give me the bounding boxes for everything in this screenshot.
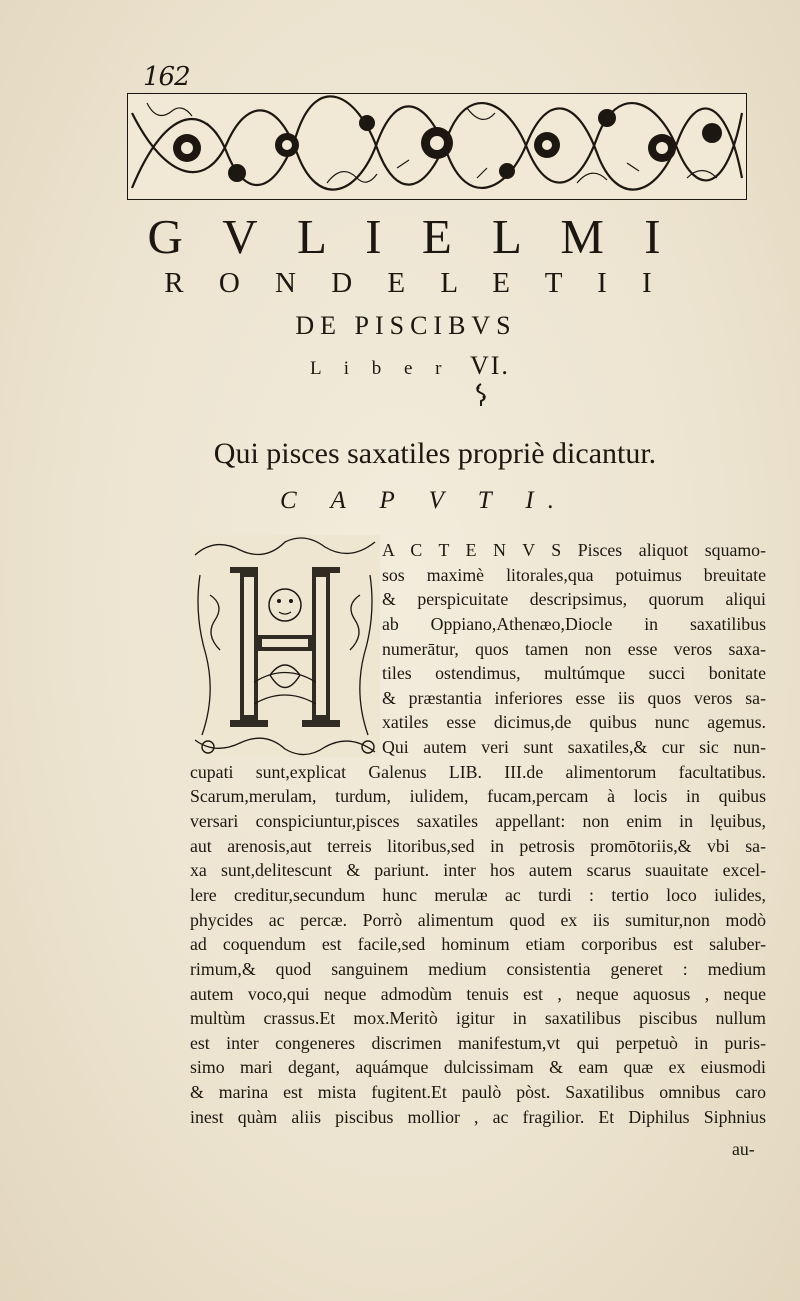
body-line: numerātur, quos tamen non esse veros saxa- [382, 638, 766, 659]
title-author-first: G V L I E L M I [147, 209, 675, 264]
body-line: xa sunt,delitescunt & pariunt. inter hos autem scarus suauitate excel- [190, 860, 766, 881]
body-line: autem voco,qui neque admodùm tenuis est , neque aquosus , neque [190, 983, 766, 1004]
body-line: aut arenosis,aut terreis litoribus,sed in petrosis promōtoriis,& vbi sa- [190, 835, 766, 856]
body-line: A C T E N V S Pisces aliquot squamo- [382, 540, 766, 560]
title-book-number: VI. [470, 351, 510, 380]
body-line: Scarum,merulam, turdum, iulidem, fucam,percam à locis in quibus [190, 786, 766, 807]
body-line: tiles ostendimus, multúmque succi bonitate [382, 663, 766, 684]
ornamental-headpiece-icon [127, 93, 747, 200]
title-book [0, 351, 800, 381]
body-line: phycides ac percæ. Porrò alimentum quod ex iis sumitur,non modò [190, 909, 766, 930]
body-line: ad coquendum est facile,sed hominum etiam corporibus est saluber- [190, 934, 766, 955]
page-number: 162 [143, 62, 190, 92]
body-line: multùm crassus.Et mox.Meritò igitur in saxatilibus piscibus nullum [190, 1008, 766, 1029]
body-line: Qui autem veri sunt saxatiles,& cur sic nun- [382, 737, 766, 758]
body-line: xatiles esse dicimus,de quibus nunc agemus. [382, 712, 766, 733]
body-line: lere creditur,secundum hunc merulæ ac turdi : tertio loco iulides, [190, 884, 766, 905]
chapter-heading: Qui pisces saxatiles propriè dicantur. [213, 437, 657, 470]
chapter-label: C A P V T I. [280, 487, 568, 514]
body-line: cupati sunt,explicat Galenus LIB. III.de alimentorum facultatibus. [190, 761, 766, 782]
body-line: versari conspiciuntur,pisces saxatiles appellant: non enim in lęuibus, [190, 811, 766, 832]
body-line: est inter congeneres discrimen manifestum,vt qui perpetuò in puris- [190, 1032, 766, 1053]
body-line: rimum,& quod sanguinem medium consistentia generet : medium [190, 958, 766, 979]
body-line: & marina est mista fugitent.Et paulò pòst. Saxatilibus omnibus caro [190, 1082, 766, 1103]
title-book-label: L i b e r [310, 358, 451, 379]
title-work: DE PISCIBVS [295, 311, 517, 340]
body-text [190, 538, 766, 1129]
catchword: au- [732, 1139, 755, 1159]
body-line: simo mari degant, aquámque dulcissimam & eam quæ ex eiusmodi [190, 1057, 766, 1078]
body-line: ab Oppiano,Athenæo,Diocle in saxatilibus [382, 613, 766, 634]
title-author-last: R O N D E L E T I I [164, 267, 666, 299]
body-line: & perspicuitate descripsimus, quorum aliqui [382, 589, 766, 610]
body-line: & præstantia inferiores esse iis quos veros sa- [382, 687, 766, 708]
body-line: inest quàm aliis piscibus mollior , ac fragilior. Et Diphilus Siphnius [190, 1106, 766, 1127]
fleuron-icon [474, 383, 488, 407]
body-line: sos maximè litorales,qua potuimus breuitate [382, 564, 766, 585]
